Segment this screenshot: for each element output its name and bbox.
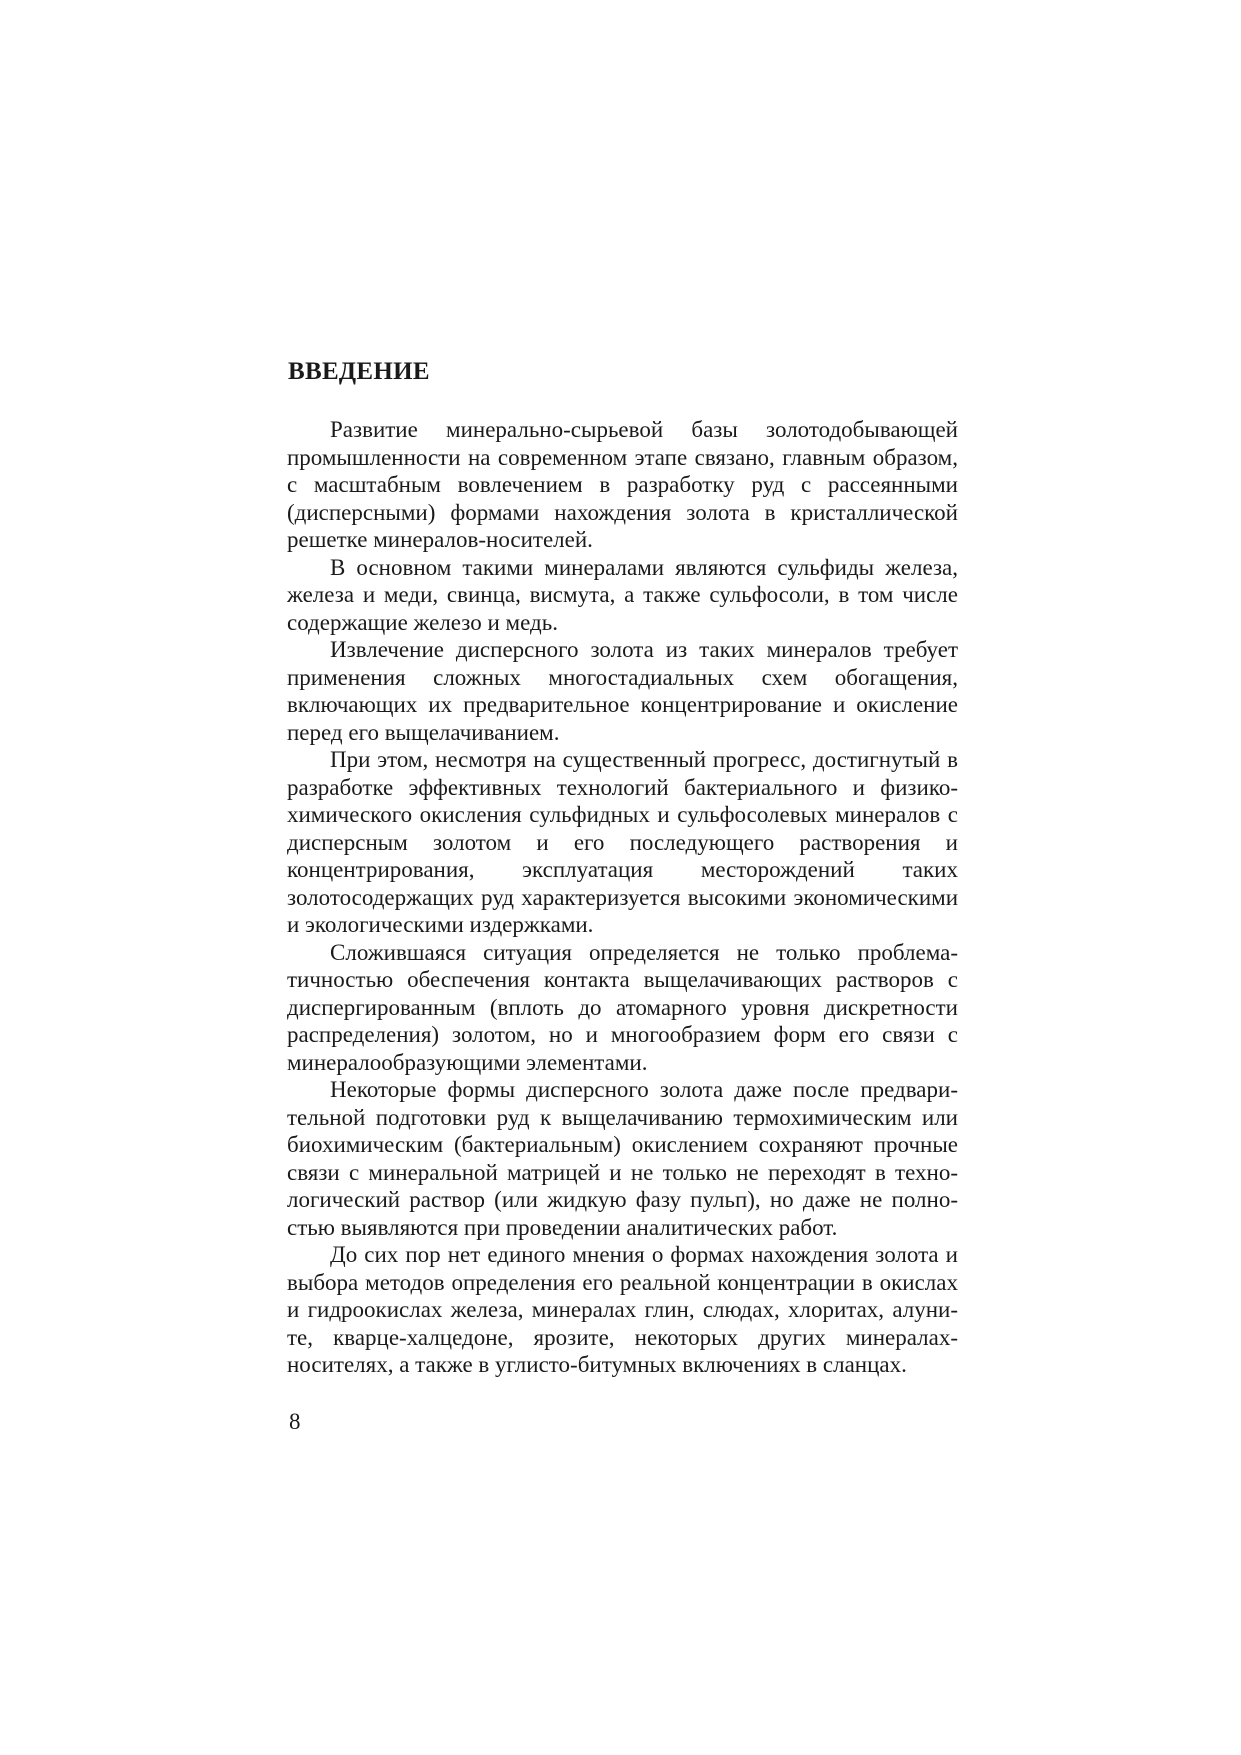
- paragraph: До сих пор нет единого мнения о формах нахождения золота и выбора методов определения его реальной концентрации в окислах и гидроокислах железа, минералах глин, слюдах, хлоритах, алуните, кварце-халцедоне, ярозите, некоторых других минералах-носителях, а также в углисто-битумных включениях в сланцах.: [287, 1242, 958, 1377]
- paragraph: Сложившаяся ситуация определяется не только проблематичностью обеспечения контакта выщелачивающих растворов с диспергированным (вплоть до атомарного уровня дискретности распределения) золотом, но и многообразием форм его связи с минералообразующими элементами.: [287, 939, 958, 1075]
- paragraph: Развитие минерально-сырьевой базы золотодобывающей промышленности на современном этапе связано, главным образом, с масштабным вовлечением в разработку руд с рассеянными (дисперсными) формами нахождения золота в кристаллической решетке минералов-носителей.: [287, 417, 958, 552]
- page-number: 8: [289, 1409, 301, 1434]
- body-text: [287, 416, 958, 1379]
- chapter-heading: ВВЕДЕНИЕ: [288, 358, 430, 385]
- paragraph: При этом, несмотря на существенный прогресс, достигнутый в разработке эффективных технологий бактериального и физико-химического окисления сульфидных и сульфосолевых минералов с дисперсным золотом и его последующего растворения и концентрирования, эксплуатация месторождений таких золотосодержащих руд характеризуется высокими экономическими и экологическими издержками.: [287, 747, 958, 937]
- paragraph: Извлечение дисперсного золота из таких минералов требует применения сложных многостадиальных схем обогащения, включающих их предварительное концентрирование и окисление перед его выщелачиванием.: [287, 637, 958, 745]
- paragraph: Некоторые формы дисперсного золота даже после предварительной подготовки руд к выщелачиванию термохимическим или биохимическим (бактериальным) окислением сохраняют прочные связи с минеральной матрицей и не только не переходят в технологический раствор (или жидкую фазу пульп), но даже не полностью выявляются при проведении аналитических работ.: [287, 1077, 958, 1240]
- paragraph: В основном такими минералами являются сульфиды железа, железа и меди, свинца, висмута, а также сульфосоли, в том числе содержащие железо и медь.: [287, 554, 958, 635]
